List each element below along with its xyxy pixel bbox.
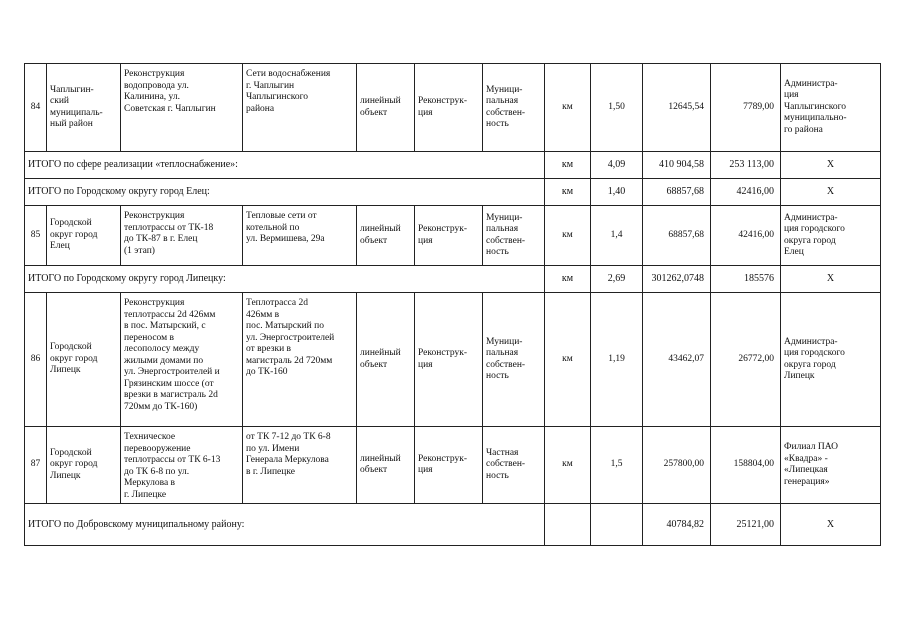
- total-row: [25, 152, 881, 179]
- ownership-cell: Муници- пальная собствен- ность: [483, 206, 545, 266]
- unit-cell: км: [545, 427, 591, 504]
- length-cell: [591, 504, 643, 546]
- length-cell: 1,50: [591, 64, 643, 152]
- object-type-cell: линейный объект: [357, 293, 415, 427]
- organization-cell: Администра- ция городского округа город Елец: [781, 206, 881, 266]
- district-cell: Городской округ город Елец: [47, 206, 121, 266]
- x-mark-cell: Х: [781, 179, 881, 206]
- row-number: 86: [25, 293, 47, 427]
- table-row: [25, 293, 881, 427]
- ownership-cell: Частная собствен- ность: [483, 427, 545, 504]
- cost-total-cell: 43462,07: [643, 293, 711, 427]
- cost-funded-cell: 42416,00: [711, 206, 781, 266]
- table-row: [25, 427, 881, 504]
- ownership-cell: Муници- пальная собствен- ность: [483, 64, 545, 152]
- cost-total-cell: 68857,68: [643, 206, 711, 266]
- unit-cell: км: [545, 179, 591, 206]
- total-row: [25, 504, 881, 546]
- location-cell: Теплотрасса 2d 426мм в пос. Матырский по ул. Энергостроителей от врезки в магистраль 2d 720мм до ТК-160: [243, 293, 357, 427]
- length-cell: 1,5: [591, 427, 643, 504]
- unit-cell: км: [545, 64, 591, 152]
- unit-cell: км: [545, 206, 591, 266]
- total-label: ИТОГО по Городскому округу город Липецку:: [25, 266, 545, 293]
- unit-cell: км: [545, 152, 591, 179]
- location-cell: Сети водоснабжения г. Чаплыгин Чаплыгинского района: [243, 64, 357, 152]
- x-mark-cell: Х: [781, 504, 881, 546]
- length-cell: 1,4: [591, 206, 643, 266]
- length-cell: 4,09: [591, 152, 643, 179]
- ownership-cell: Муници- пальная собствен- ность: [483, 293, 545, 427]
- cost-funded-cell: 25121,00: [711, 504, 781, 546]
- project-name-cell: Реконструкция водопровода ул. Калинина, ул. Советская г. Чаплыгин: [121, 64, 243, 152]
- district-cell: Чаплыгин- ский муниципаль- ный район: [47, 64, 121, 152]
- cost-funded-cell: 26772,00: [711, 293, 781, 427]
- cost-total-cell: 40784,82: [643, 504, 711, 546]
- unit-cell: км: [545, 293, 591, 427]
- cost-funded-cell: 158804,00: [711, 427, 781, 504]
- investment-program-table: [24, 63, 881, 546]
- organization-cell: Филиал ПАО «Квадра» - «Липецкая генерация»: [781, 427, 881, 504]
- total-label: ИТОГО по Добровскому муниципальному району:: [25, 504, 545, 546]
- cost-total-cell: 301262,0748: [643, 266, 711, 293]
- length-cell: 1,40: [591, 179, 643, 206]
- row-number: 84: [25, 64, 47, 152]
- table-row: [25, 206, 881, 266]
- length-cell: 2,69: [591, 266, 643, 293]
- unit-cell: км: [545, 266, 591, 293]
- row-number: 87: [25, 427, 47, 504]
- unit-cell: [545, 504, 591, 546]
- cost-total-cell: 68857,68: [643, 179, 711, 206]
- location-cell: от ТК 7-12 до ТК 6-8 по ул. Имени Генерала Меркулова в г. Липецке: [243, 427, 357, 504]
- x-mark-cell: Х: [781, 266, 881, 293]
- cost-total-cell: 257800,00: [643, 427, 711, 504]
- total-row: [25, 179, 881, 206]
- cost-total-cell: 410 904,58: [643, 152, 711, 179]
- cost-funded-cell: 42416,00: [711, 179, 781, 206]
- cost-funded-cell: 7789,00: [711, 64, 781, 152]
- cost-total-cell: 12645,54: [643, 64, 711, 152]
- object-type-cell: линейный объект: [357, 206, 415, 266]
- organization-cell: Администра- ция Чаплыгинского муниципально- го района: [781, 64, 881, 152]
- length-cell: 1,19: [591, 293, 643, 427]
- organization-cell: Администра- ция городского округа город Липецк: [781, 293, 881, 427]
- x-mark-cell: Х: [781, 152, 881, 179]
- cost-funded-cell: 253 113,00: [711, 152, 781, 179]
- object-type-cell: линейный объект: [357, 427, 415, 504]
- project-name-cell: Реконструкция теплотрассы 2d 426мм в пос. Матырский, с переносом в лесополосу между жилыми домами по ул. Энергостроителей и Грязинским шоссе (от врезки в магистраль 2d 720мм до ТК-160): [121, 293, 243, 427]
- row-number: 85: [25, 206, 47, 266]
- cost-funded-cell: 185576: [711, 266, 781, 293]
- location-cell: Тепловые сети от котельной по ул. Вермишева, 29а: [243, 206, 357, 266]
- table-row: [25, 64, 881, 152]
- district-cell: Городской округ город Липецк: [47, 427, 121, 504]
- work-type-cell: Реконструк- ция: [415, 206, 483, 266]
- district-cell: Городской округ город Липецк: [47, 293, 121, 427]
- total-row: [25, 266, 881, 293]
- work-type-cell: Реконструк- ция: [415, 64, 483, 152]
- work-type-cell: Реконструк- ция: [415, 293, 483, 427]
- total-label: ИТОГО по сфере реализации «теплоснабжение»:: [25, 152, 545, 179]
- project-name-cell: Реконструкция теплотрассы от ТК-18 до ТК-87 в г. Елец (1 этап): [121, 206, 243, 266]
- total-label: ИТОГО по Городскому округу город Елец:: [25, 179, 545, 206]
- work-type-cell: Реконструк- ция: [415, 427, 483, 504]
- object-type-cell: линейный объект: [357, 64, 415, 152]
- project-name-cell: Техническое перевооружение теплотрассы от ТК 6-13 до ТК 6-8 по ул. Меркулова в г. Липецке: [121, 427, 243, 504]
